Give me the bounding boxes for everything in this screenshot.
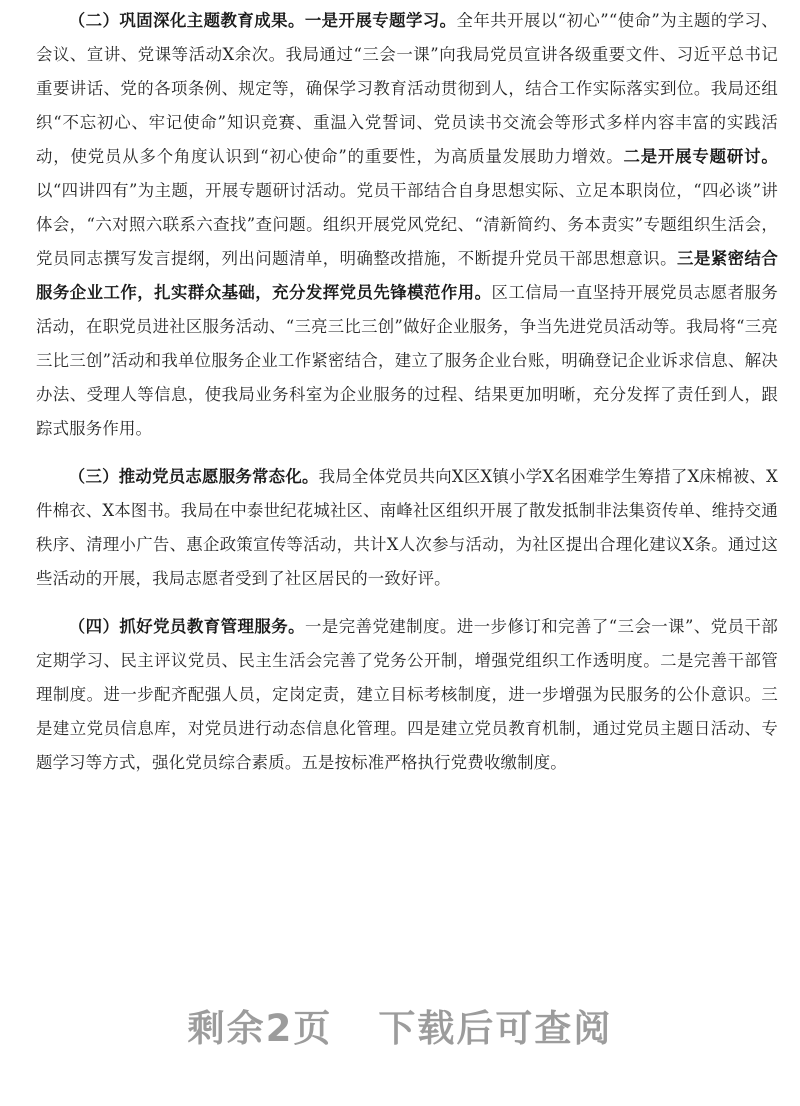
text-run: 全年共开展以“初心”“使命”为主题的学习、会议、宣讲、党课等活动X余次。我局通过“三会一课”向我局党员宣讲各级重要文件、习近平总书记重要讲话、党的各项条例、规定等，确保学习教育活动贯彻到人，结合工作实际落实到位。我局还组织“不忘初心、牢记使命”知识竞赛、重温入党誓词、党员读书交流会等形式多样内容丰富的实践活动，使党员从多个角度认识到“初心使命”的重要性，为高质量发展助力增效。 — [36, 11, 778, 166]
heading-section-3: （三）推动党员志愿服务常态化。 — [68, 467, 319, 486]
remaining-pages-text: 剩余2页 — [187, 1007, 333, 1050]
text-run: 以“四讲四有”为主题，开展专题研讨活动。党员干部结合自身思想实际、立足本职岗位，“四必谈”讲体会，“六对照六联系六查找”查问题。组织开展党风党纪、“清新简约、务本责实”专题组织生活会，党员同志撰写发言提纲，列出问题清单，明确整改措施，不断提升党员干部思想意识。 — [36, 181, 778, 268]
remaining-pages-banner — [0, 998, 800, 1052]
heading-section-4: （四）抓好党员教育管理服务。 — [68, 617, 306, 636]
text-run: 一是完善党建制度。进一步修订和完善了“三会一课”、党员干部定期学习、民主评议党员、民主生活会完善了党务公开制，增强党组织工作透明度。二是完善干部管理制度。进一步配齐配强人员，定岗定责，建立目标考核制度，进一步增强为民服务的公仆意识。三是建立党员信息库，对党员进行动态信息化管理。四是建立党员教育机制，通过党员主题日活动、专题学习等方式，强化党员综合素质。五是按标准严格执行党费收缴制度。 — [36, 617, 778, 772]
paragraph-section-2 — [36, 4, 778, 446]
paragraph-section-3 — [36, 460, 778, 596]
subheading-topic-discussion: 二是开展专题研讨。 — [623, 147, 778, 166]
text-run: 我局全体党员共向X区X镇小学X名困难学生筹措了X床棉被、X件棉衣、X本图书。我局在中泰世纪花城社区、南峰社区组织开展了散发抵制非法集资传单、维持交通秩序、清理小广告、惠企政策宣传等活动，共计X人次参与活动，为社区提出合理化建议X条。通过这些活动的开展，我局志愿者受到了社区居民的一致好评。 — [36, 467, 778, 588]
paragraph-section-4 — [36, 610, 778, 780]
document-body — [36, 4, 778, 780]
text-run: 区工信局一直坚持开展党员志愿者服务活动，在职党员进社区服务活动、“三亮三比三创”做好企业服务，争当先进党员活动等。我局将“三亮三比三创”活动和我单位服务企业工作紧密结合，建立了服务企业台账，明确登记企业诉求信息、解决办法、受理人等信息，使我局业务科室为企业服务的过程、结果更加明晰，充分发挥了责任到人，跟踪式服务作用。 — [36, 283, 778, 438]
download-to-view-text: 下载后可查阅 — [378, 1007, 613, 1050]
subheading-serve-enterprises: 三是紧密结合服务企业工作，扎实群众基础，充分发挥党员先锋模范作用。 — [36, 249, 778, 302]
heading-section-2: （二）巩固深化主题教育成果。一是开展专题学习。 — [68, 11, 457, 30]
